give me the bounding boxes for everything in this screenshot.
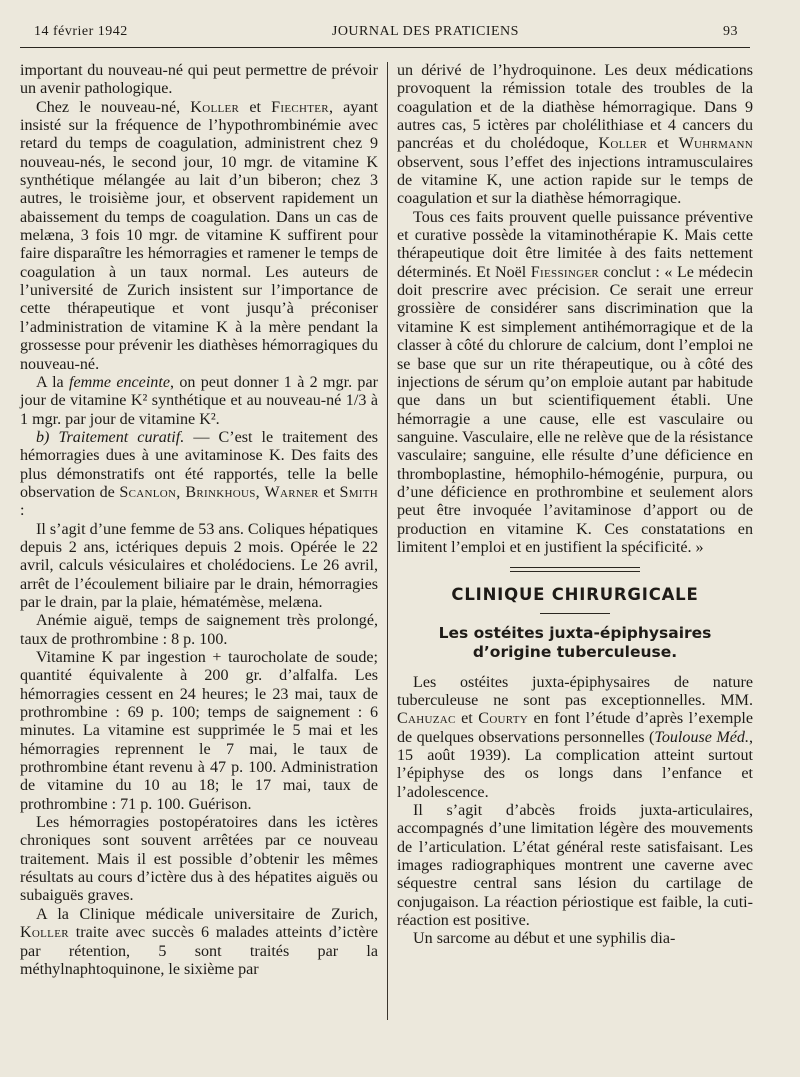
paragraph: Vitamine K par ingestion + taurocholate de soude; quantité équivalente à 200 gr. d’alfalfa. Les hémorragies cessent en 24 heures; le 23 mai, taux de prothrombine : 69 p. 100; temps de saignement : 6 minutes. La vitamine est supprimée le 5 mai et les hémorragies reprennent le 7 mai, le taux de prothrombine étant revenu à 47 p. 100. Administration de vitamine du 10 au 18; le 17 mai, taux de prothrombine : 71 p. 100. Guérison. xyxy=(20,649,378,813)
paragraph: Anémie aiguë, temps de saignement très prolongé, taux de prothrombine : 8 p. 100. xyxy=(20,612,378,648)
emphasis: femme enceinte xyxy=(69,373,170,391)
column-divider xyxy=(387,62,388,1020)
header-journal-title: JOURNAL DES PRATICIENS xyxy=(331,24,519,39)
header-page-number: 93 xyxy=(723,24,738,39)
author-name: Fiechter xyxy=(271,98,329,116)
paragraph: Il s’agit d’abcès froids juxta-articulaires, accompagnés d’une limitation légère des mouvements de l’articulation. L’état général reste satisfaisant. Les images radiographiques montrent une caverne avec séquestre central sans lésion du cartilage de conjugaison. La réaction périostique est faible, la cuti-réaction est positive. xyxy=(397,802,753,930)
author-name: Wuhrmann xyxy=(678,135,753,153)
paragraph: A la Clinique médicale universitaire de Zurich, Koller traite avec succès 6 malades atteints d’ictère par rétention, 5 sont traités par la méthylnaphtoquinone, le sixième par xyxy=(20,905,378,978)
title-rule xyxy=(540,613,610,614)
paragraph: b) Traitement curatif. — C’est le traitement des hémorragies dues à une avitaminose K. Des faits des plus démonstratifs ont été rapportés, telle la belle observation de Scanlon, Brinkhous, Warner et Smith : xyxy=(20,428,378,520)
paragraph: Chez le nouveau-né, Koller et Fiechter, ayant insisté sur la fréquence de l’hypothrombinémie avec retard du temps de coagulation, administrent chez 9 nouveau-nés, le second jour, 10 mgr. de vitamine K synthétique mélangée au lait d’un biberon; chez 3 autres, le troisième jour, et observent rapidement un abaissement du temps de coagulation. Dans un cas de melæna, 3 fois 10 mgr. de vitamine K suffirent pour faire disparaître les hémorragies et ramener le temps de coagulation à un taux normal. Les auteurs de l’université de Zurich insistent sur l’importance de cette thérapeutique et vont jusqu’à préconiser l’administration de vitamine K à la mère pendant la grossesse pour prévenir les diathèses hémorragiques du nouveau-né. xyxy=(20,98,378,373)
header-rule xyxy=(20,47,750,48)
left-column xyxy=(20,62,378,979)
article-title: Les ostéites juxta-épiphysaires d’origine tuberculeuse. xyxy=(438,623,712,661)
author-name: Koller xyxy=(598,135,648,153)
author-name: Koller xyxy=(190,98,240,116)
author-name: Smith xyxy=(339,483,378,501)
running-header xyxy=(34,20,738,44)
paragraph: Les ostéites juxta-épiphysaires de nature tuberculeuse ne sont pas exceptionnelles. MM. Cahuzac et Courty en font l’étude d’après l’exemple de quelques observations personnelles (Toulouse Méd., 15 août 1939). La complication atteint surtout l’épiphyse des os longs dans l’enfance et l’adolescence. xyxy=(397,673,753,801)
paragraph: important du nouveau-né qui peut permettre de prévoir un avenir pathologique. xyxy=(20,62,378,98)
section-title: CLINIQUE CHIRURGICALE xyxy=(451,585,699,605)
header-date: 14 février 1942 xyxy=(34,24,128,39)
paragraph: Les hémorragies postopératoires dans les ictères chroniques sont souvent arrêtées par ce nouveau traitement. Mais il est possible d’obtenir les mêmes résultats au cours d’ictère dus à des hépatites aiguës ou subaiguës graves. xyxy=(20,814,378,905)
author-name: Courty xyxy=(478,710,529,728)
author-name: Koller xyxy=(20,924,69,942)
paragraph: Un sarcome au début et une syphilis dia- xyxy=(413,930,676,948)
section-separator xyxy=(510,567,640,572)
citation: Toulouse Méd. xyxy=(654,728,749,746)
author-name: Scanlon, Brinkhous, Warner xyxy=(119,483,319,501)
paragraph: un dérivé de l’hydroquinone. Les deux médications provoquent la rémission totale des troubles de la coagulation et de la diathèse hémorragique. Dans 9 autres cas, 5 ictères par cholélithiase et 4 cancers du pancréas et du cholédoque, Koller et Wuhrmann observent, sous l’effet des injections intramusculaires de vitamine K, une action rapide sur le temps de coagulation et sur la diathèse hémorragique. xyxy=(397,62,753,208)
paragraph: Il s’agit d’une femme de 53 ans. Coliques hépatiques depuis 2 ans, ictériques depuis 2 mois. Opérée le 22 avril, calculs vésiculaires et cholédociens. Le 26 avril, arrêt de l’écoulement biliaire par le drain, hémorragies par le drain, par la plaie, hématémèse, melæna. xyxy=(20,520,378,611)
paragraph: A la femme enceinte, on peut donner 1 à 2 mgr. par jour de vitamine K² synthétique et au nouveau-né 1/3 à 1 mgr. par jour de vitamine K². xyxy=(20,373,378,428)
paragraph: Tous ces faits prouvent quelle puissance préventive et curative possède la vitaminothérapie K. Mais cette thérapeutique doit être limitée à des faits nettement déterminés. Et Noël Fiessinger conclut : « Le médecin doit prescrire avec précision. Ce serait une erreur grossière de considérer sans discrimination que la vitamine K est simplement antihémorragique et de la classer à côté du chlorure de calcium, dont l’emploi ne se base que sur un rite thérapeutique, ou à côté des injections de sérum qu’on emploie autant par habitude que dans un but scientifiquement établi. Une hémorragie a une cause, elle est vasculaire ou sanguine. Vasculaire, elle ne relève que de la résistance vasculaire; sanguine, elle résulte d’une déficience en thromboplastine, hémophilo-hémogénie, purpura, ou d’une déficience en prothrombine et seulement alors peut être invoquée l’avitaminose d’apport ou de production en vitamine K. Ces constatations en limitent l’emploi et en justifient la spécificité. » xyxy=(397,208,753,556)
subheading: b) Traitement curatif. xyxy=(36,428,185,446)
author-name: Fiessinger xyxy=(530,263,599,281)
right-column xyxy=(397,62,753,949)
author-name: Cahuzac xyxy=(397,710,456,728)
